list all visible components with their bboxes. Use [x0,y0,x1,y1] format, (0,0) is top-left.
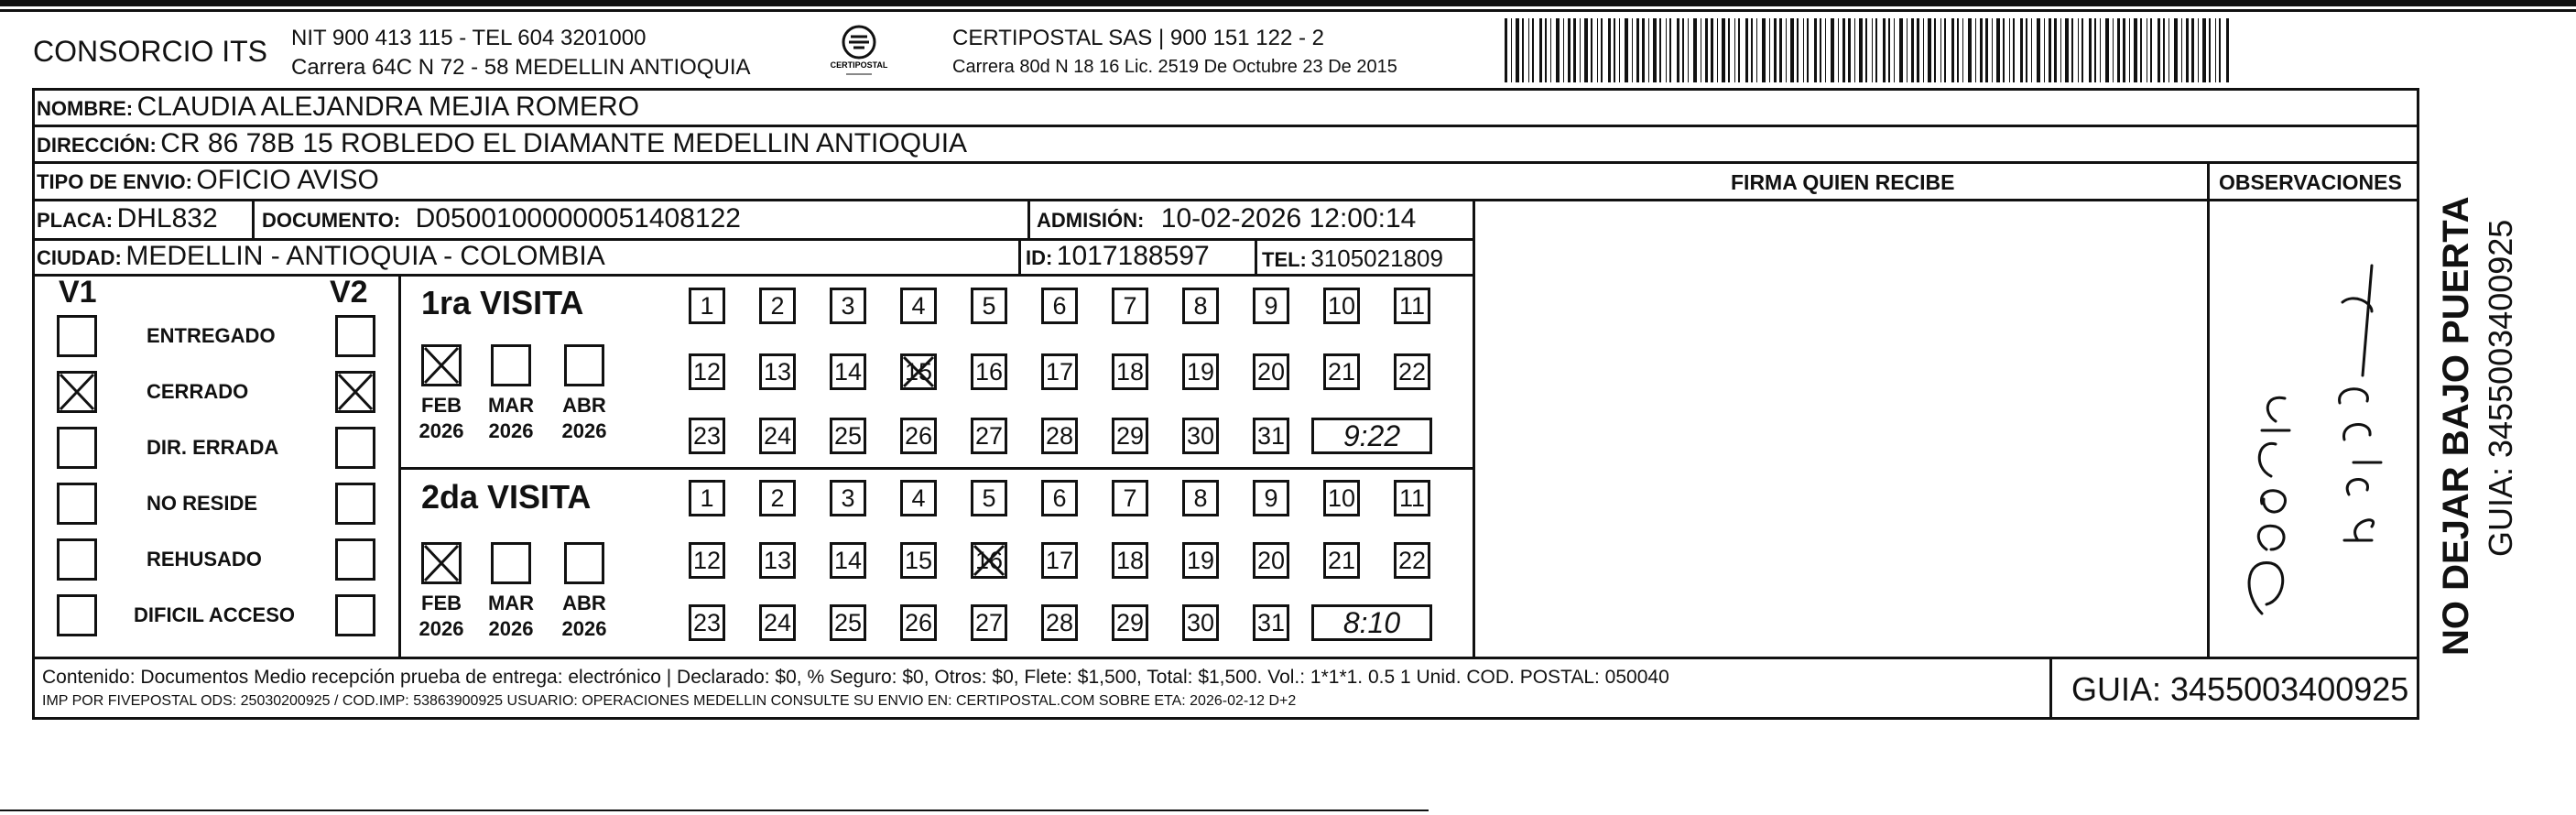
day-box[interactable]: 5 [971,480,1007,516]
row-line [32,125,2419,127]
name-row [37,92,639,123]
visit-title: 1ra VISITA [421,284,584,321]
no-dejar-warning: NO DEJAR BAJO PUERTA [2436,196,2476,656]
day-box[interactable]: 16 [971,542,1007,579]
year-label: 2026 [561,419,607,442]
top-border [0,0,2576,6]
day-box[interactable]: 30 [1182,418,1219,454]
day-box[interactable]: 5 [971,288,1007,324]
footer-guide-number: GUIA: 3455003400925 [2071,670,2409,708]
day-box[interactable]: 16 [971,353,1007,390]
status-label: DIR. ERRADA [147,436,279,459]
bottom-cut-line [0,810,1429,811]
month-checkbox[interactable] [491,344,531,386]
admission-date: 10-02-2026 12:00:14 [1160,203,1417,234]
day-box[interactable]: 20 [1253,353,1289,390]
tel-number: 3105021809 [1310,244,1443,272]
day-box[interactable]: 18 [1112,353,1148,390]
month-label: FEB [421,592,462,614]
day-box[interactable]: 29 [1112,418,1148,454]
day-box[interactable]: 20 [1253,542,1289,579]
day-box[interactable]: 3 [830,288,866,324]
day-box[interactable]: 17 [1041,353,1078,390]
plate-label: PLACA: [37,209,114,232]
carrier-line: CERTIPOSTAL SAS | 900 151 122 - 2 [952,26,1324,50]
type-row [37,165,379,196]
day-box[interactable]: 17 [1041,542,1078,579]
observations-header: OBSERVACIONES [2219,170,2402,194]
divider [398,275,401,657]
day-box[interactable]: 26 [900,418,937,454]
time-box[interactable]: 8:10 [1311,604,1432,641]
nit-line: NIT 900 413 115 - TEL 604 3201000 [291,26,647,50]
day-box[interactable]: 15 [900,353,937,390]
form-frame [32,88,2419,720]
x-mark [335,371,375,413]
document-number: D05001000000051408122 [415,203,741,234]
shipment-type: OFICIO AVISO [196,165,379,195]
year-label: 2026 [561,617,607,640]
day-box[interactable]: 27 [971,604,1007,641]
admission-field [1037,203,1416,234]
v2-checkbox[interactable] [335,594,375,636]
year-label: 2026 [418,419,464,442]
row-line [32,657,2419,659]
plate-field [37,203,218,234]
day-box[interactable]: 29 [1112,604,1148,641]
divider [252,199,255,238]
barcode [1505,18,2232,82]
status-label: CERRADO [147,380,249,403]
type-label: TIPO DE ENVIO: [37,170,192,193]
day-box[interactable]: 12 [689,542,725,579]
day-box[interactable]: 23 [689,418,725,454]
v1-checkbox[interactable] [57,594,97,636]
day-box[interactable]: 8 [1182,288,1219,324]
day-box[interactable]: 21 [1323,353,1360,390]
day-box[interactable]: 19 [1182,353,1219,390]
row-line [2207,161,2210,657]
day-box[interactable]: 4 [900,480,937,516]
divider [398,467,1473,470]
day-box[interactable]: 15 [900,542,937,579]
plate: DHL832 [116,203,218,234]
day-box[interactable]: 28 [1041,604,1078,641]
city-label: CIUDAD: [37,246,122,269]
v1-checkbox[interactable] [57,427,97,469]
month-checkbox[interactable] [491,542,531,584]
id-field [1026,241,1210,272]
observations-handwriting [2234,247,2399,632]
city-field [37,241,605,272]
name-label: NOMBRE: [37,97,134,120]
top-border-2 [0,9,2576,12]
v1-checkbox[interactable] [57,538,97,581]
v2-checkbox[interactable] [335,483,375,525]
footer-imp-line: IMP POR FIVEPOSTAL ODS: 25030200925 / COD.IMP: 53863900925 USUARIO: OPERACIONES MEDELLIN CONSULTE SU ENVIO EN: CERTIPOSTAL.COM SOBRE ETA: 2026-02-12 D+2 [42,693,1297,709]
status-label: NO RESIDE [147,492,258,515]
document-label: DOCUMENTO: [262,209,401,232]
x-mark [57,371,97,413]
side-text [2427,88,2537,656]
day-box[interactable]: 19 [1182,542,1219,579]
company-address: Carrera 64C N 72 - 58 MEDELLIN ANTIOQUIA [291,55,751,80]
year-label: 2026 [418,617,464,640]
x-mark [421,542,462,584]
day-box[interactable]: 1 [689,288,725,324]
x-mark [900,353,937,390]
day-box[interactable]: 4 [900,288,937,324]
day-box[interactable]: 7 [1112,288,1148,324]
month-label: MAR [487,394,535,417]
day-box[interactable]: 1 [689,480,725,516]
address-row [37,128,967,159]
day-box[interactable]: 12 [689,353,725,390]
day-box[interactable]: 11 [1394,288,1430,324]
day-box[interactable]: 10 [1323,288,1360,324]
carrier-address: Carrera 80d N 18 16 Lic. 2519 De Octubre 23 De 2015 [952,57,1397,77]
row-line [32,161,2419,164]
day-box[interactable]: 27 [971,418,1007,454]
day-box[interactable]: 21 [1323,542,1360,579]
row-line [32,199,2419,201]
day-box[interactable]: 2 [759,288,796,324]
x-mark [971,542,1007,579]
day-box[interactable]: 22 [1394,542,1430,579]
recipient-name: CLAUDIA ALEJANDRA MEJIA ROMERO [136,92,640,122]
x-mark [421,344,462,386]
row-line [1473,199,1475,657]
month-label: FEB [421,394,462,417]
side-guide-number: GUIA: 3455003400925 [2482,219,2519,557]
month-label: ABR [562,394,606,417]
day-box[interactable]: 14 [830,542,866,579]
day-box[interactable]: 9 [1253,288,1289,324]
v2-checkbox[interactable] [335,538,375,581]
id-number: 1017188597 [1056,241,1210,271]
month-checkbox[interactable] [564,542,604,584]
day-box[interactable]: 13 [759,353,796,390]
v2-header: V2 [330,275,368,310]
id-label: ID: [1026,246,1053,269]
day-box[interactable]: 23 [689,604,725,641]
day-box[interactable]: 2 [759,480,796,516]
v2-checkbox[interactable] [335,315,375,357]
status-label: REHUSADO [147,548,262,570]
tel-field [1262,244,1443,273]
day-box[interactable]: 13 [759,542,796,579]
company-name: CONSORCIO ITS [33,35,268,68]
status-label: ENTREGADO [147,324,276,347]
tel-label: TEL: [1262,248,1307,271]
day-box[interactable]: 30 [1182,604,1219,641]
day-box[interactable]: 31 [1253,604,1289,641]
city: MEDELLIN - ANTIOQUIA - COLOMBIA [125,241,605,271]
v1-checkbox[interactable] [57,483,97,525]
divider [1027,199,1030,238]
header [0,18,2576,92]
logo-text: CERTIPOSTAL [830,60,888,70]
month-label: MAR [487,592,535,614]
signature-header: FIRMA QUIEN RECIBE [1731,170,1955,194]
day-box[interactable]: 26 [900,604,937,641]
day-box[interactable]: 10 [1323,480,1360,516]
day-box[interactable]: 14 [830,353,866,390]
v2-checkbox[interactable] [335,427,375,469]
year-label: 2026 [488,617,534,640]
day-box[interactable]: 22 [1394,353,1430,390]
day-box[interactable]: 31 [1253,418,1289,454]
month-label: ABR [562,592,606,614]
day-box[interactable]: 3 [830,480,866,516]
year-label: 2026 [488,419,534,442]
admission-label: ADMISIÓN: [1037,209,1145,232]
month-checkbox[interactable] [564,344,604,386]
recipient-address: CR 86 78B 15 ROBLEDO EL DIAMANTE MEDELLIN ANTIOQUIA [160,128,968,158]
day-box[interactable]: 24 [759,604,796,641]
v1-header: V1 [59,275,97,310]
certipostal-logo [830,24,888,79]
day-box[interactable]: 25 [830,604,866,641]
footer-content: Contenido: Documentos Medio recepción prueba de entrega: electrónico | Declarado: $0, % Seguro: $0, Otros: $0, Flete: $1,500, Total: $1,500. Vol.: 1*1*1. 0.5 1 Unid. COD. POSTAL: 050040 [42,667,1669,688]
day-box[interactable]: 6 [1041,288,1078,324]
day-box[interactable]: 7 [1112,480,1148,516]
divider [1255,238,1257,275]
day-box[interactable]: 24 [759,418,796,454]
address-label: DIRECCIÓN: [37,134,157,157]
day-box[interactable]: 25 [830,418,866,454]
day-box[interactable]: 11 [1394,480,1430,516]
document-field [262,203,741,234]
time-box[interactable]: 9:22 [1311,418,1432,454]
day-box[interactable]: 18 [1112,542,1148,579]
divider [2049,657,2052,720]
day-box[interactable]: 6 [1041,480,1078,516]
divider [1018,238,1021,275]
v1-checkbox[interactable] [57,315,97,357]
day-box[interactable]: 8 [1182,480,1219,516]
day-box[interactable]: 28 [1041,418,1078,454]
visit-title: 2da VISITA [421,478,592,516]
day-box[interactable]: 9 [1253,480,1289,516]
status-label: DIFICIL ACCESO [134,603,296,626]
